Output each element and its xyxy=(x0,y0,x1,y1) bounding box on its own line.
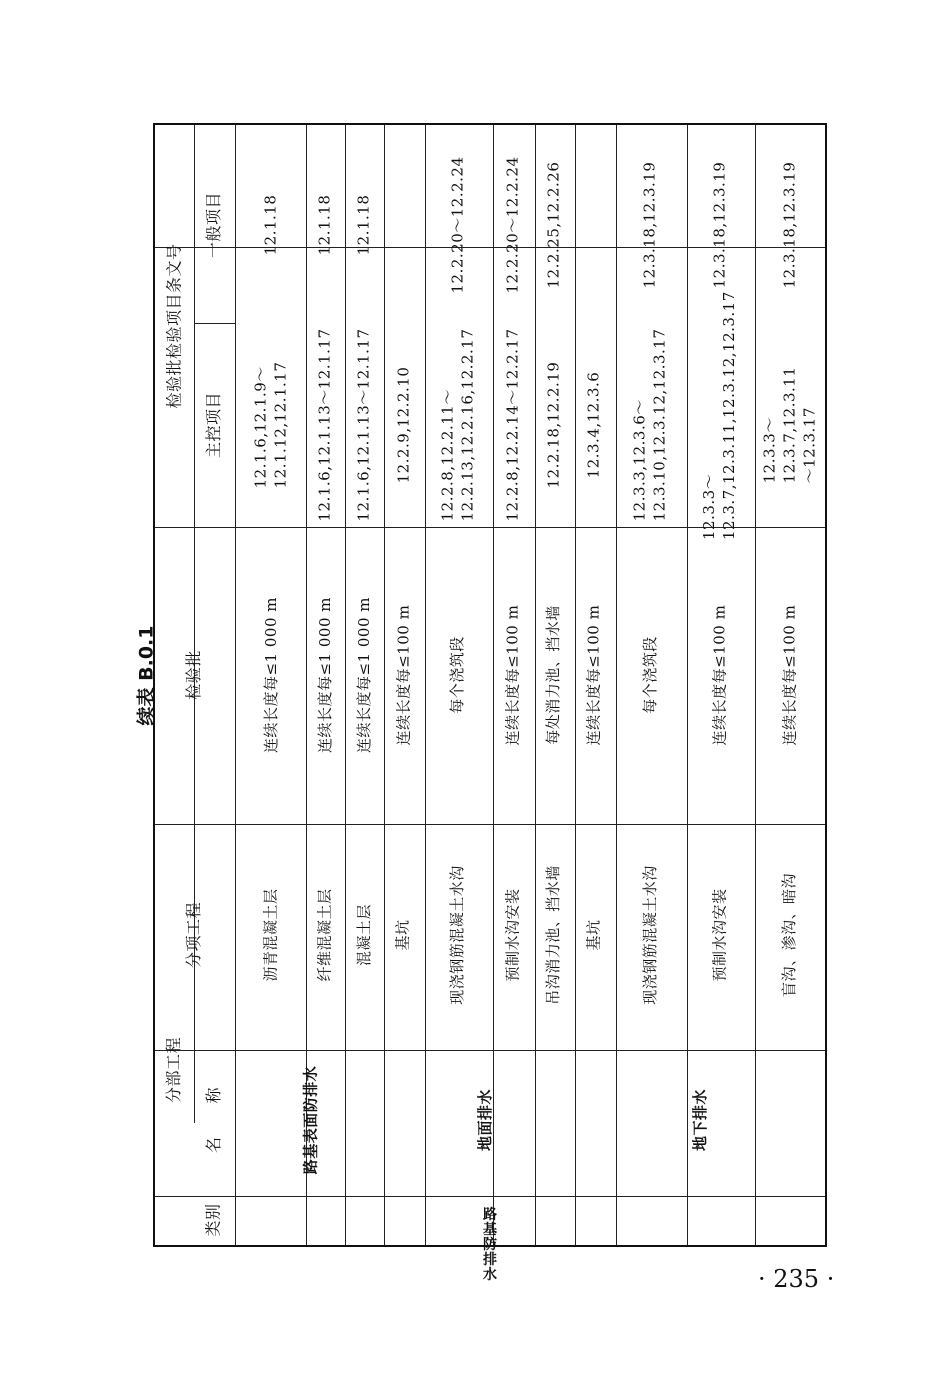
table-row-lot: 每个浇筑段 xyxy=(448,635,467,714)
table-row-lot: 连续长度每≤1 000 m xyxy=(261,596,280,753)
table-row-subitem: 沥青混凝土层 xyxy=(261,888,280,982)
table-row-subitem: 预制水沟安装 xyxy=(710,888,729,982)
header-lot: 检验批 xyxy=(183,649,203,700)
table-row-general: 12.3.18,12.3.19 xyxy=(640,161,659,289)
table-row-subitem: 现浇钢筋混凝土水沟 xyxy=(640,865,659,1005)
table-row-general: 12.1.18 xyxy=(354,194,373,256)
table-row-general: 12.2.20～12.2.24 xyxy=(503,156,522,294)
table-row-lot: 连续长度每≤1 000 m xyxy=(354,596,373,753)
table-row-main: 12.1.6,12.1.13～12.1.17 xyxy=(354,328,373,522)
table-row-subitem: 基坑 xyxy=(393,919,412,951)
group-underground-drainage: 地下排水 xyxy=(691,1088,710,1152)
table-row-general: 12.3.18,12.3.19 xyxy=(710,161,728,289)
table-row-lot: 每处消力池、挡水墙 xyxy=(544,604,563,745)
group-ground-drainage: 地面排水 xyxy=(476,1088,495,1152)
table-row-main: 12.2.18,12.2.19 xyxy=(544,361,562,489)
table-row-subitem: 现浇钢筋混凝土水沟 xyxy=(448,865,467,1005)
table-row-subitem: 预制水沟安装 xyxy=(503,888,522,982)
table-row-main: 12.3.3～12.3.7,12.3.11,12.3.12,12.3.17 xyxy=(700,291,738,540)
table-row-general: 12.3.18,12.3.19 xyxy=(780,161,798,289)
table-row-main: 12.2.8,12.2.14～12.2.17 xyxy=(503,328,521,522)
table-row-main: 12.3.3,12.3.6～12.3.10,12.3.12,12.3.17 xyxy=(630,328,669,522)
table-row-main: 12.1.6,12.1.9～12.1.12,12.1.17 xyxy=(251,361,290,489)
table-row-lot: 每个浇筑段 xyxy=(640,635,659,714)
table-row-lot: 连续长度每≤100 m xyxy=(503,604,522,745)
table-row-main: 12.2.8,12.2.11～12.2.13,12.2.16,12.2.17 xyxy=(438,328,477,522)
table-row-lot: 连续长度每≤100 m xyxy=(780,604,799,745)
table-row-general: 12.2.25,12.2.26 xyxy=(544,161,562,289)
header-main: 主控项目 xyxy=(204,391,224,459)
header-general: 一般项目 xyxy=(204,191,224,259)
table-row-lot: 连续长度每≤1 000 m xyxy=(315,596,334,753)
header-subitem: 分项工程 xyxy=(183,901,203,969)
table-row-main: 12.1.6,12.1.13～12.1.17 xyxy=(315,328,334,522)
table-row-main: 12.3.3～12.3.7,12.3.11～12.3.17 xyxy=(760,366,819,484)
table-row-subitem: 盲沟、渗沟、暗沟 xyxy=(780,872,799,998)
table-row-general: 12.2.20～12.2.24 xyxy=(448,156,467,294)
table-row-lot: 连续长度每≤100 m xyxy=(710,604,729,745)
table-row-subitem: 吊沟消力池、挡水墙 xyxy=(544,865,563,1005)
table-row-lot: 连续长度每≤100 m xyxy=(394,604,413,745)
table-row-lot: 连续长度每≤100 m xyxy=(584,604,603,745)
rule-h5 xyxy=(155,1196,825,1197)
table-row-general: 12.1.18 xyxy=(261,194,280,256)
table-caption: 续表 B.0.1 xyxy=(135,625,158,725)
header-name: 名 称 xyxy=(204,1086,224,1154)
table-row-main: 12.3.4,12.3.6 xyxy=(584,371,603,479)
header-division: 分部工程 xyxy=(164,1036,184,1104)
table-row-subitem: 基坑 xyxy=(584,919,603,951)
table-row-subitem: 混凝土层 xyxy=(354,903,373,967)
header-category: 类别 xyxy=(203,1203,223,1237)
table-row-general: 12.1.18 xyxy=(315,194,334,256)
group-surface-drainage: 路基表面防排水 xyxy=(301,1065,320,1175)
table-row-main: 12.2.9,12.2.10 xyxy=(394,366,413,484)
category-value: 路 基 防 排 水 xyxy=(483,1206,497,1283)
page-number: · 235 · xyxy=(758,1265,835,1293)
header-clause-group: 检验批检验项目条文号 xyxy=(164,243,184,409)
table-row-subitem: 纤维混凝土层 xyxy=(315,888,334,982)
